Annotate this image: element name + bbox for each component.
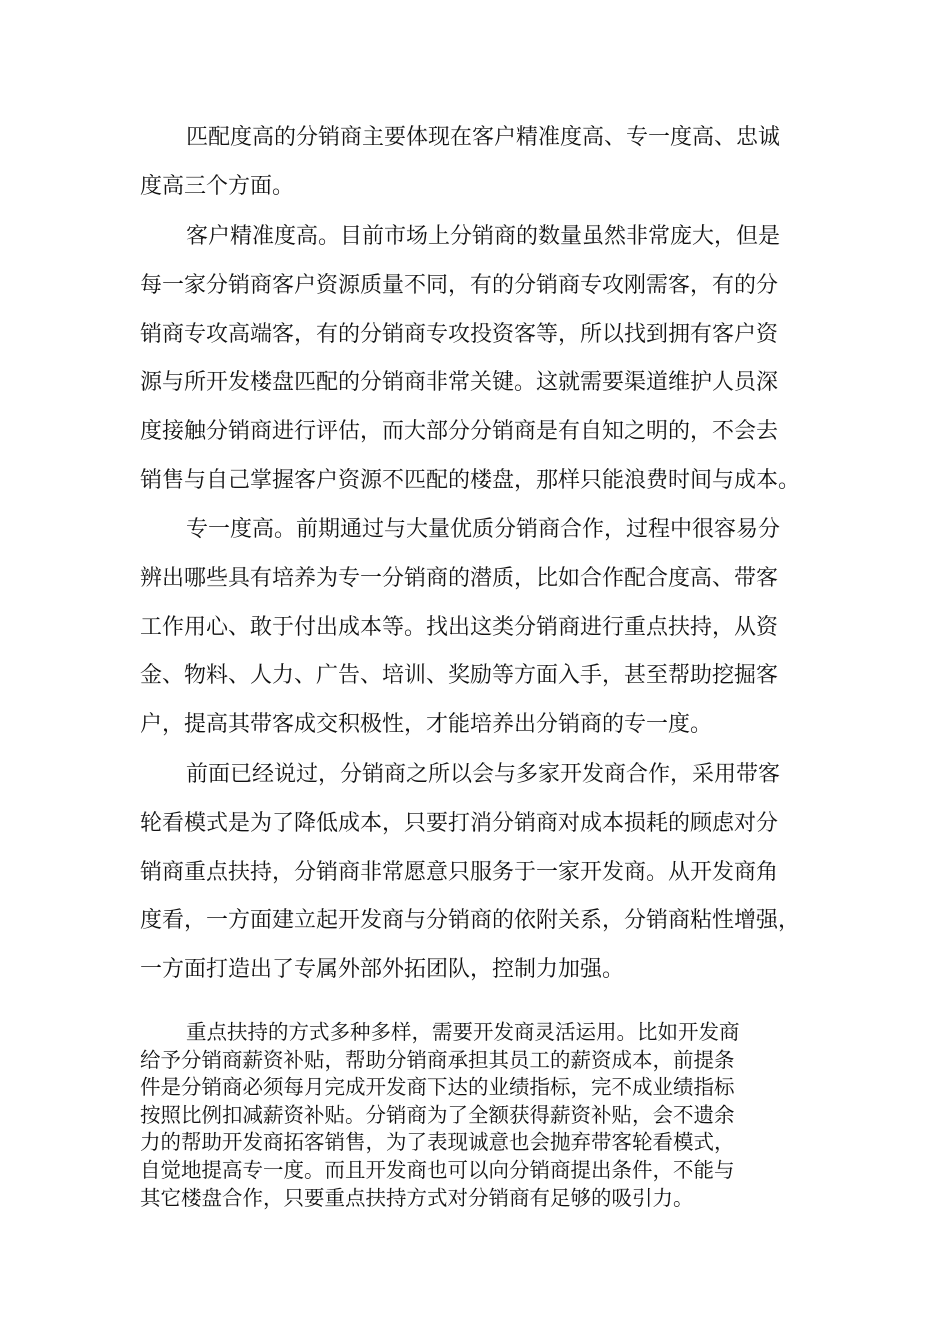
text-line: 匹配度高的分销商主要体现在客户精准度高、专一度高、忠诚 bbox=[186, 125, 781, 150]
text-line: 自觉地提高专一度。而且开发商也可以向分销商提出条件，不能与 bbox=[140, 1157, 735, 1182]
text-line: 其它楼盘合作，只要重点扶持方式对分销商有足够的吸引力。 bbox=[140, 1185, 694, 1210]
paragraph-matching-overview bbox=[140, 114, 830, 212]
text-line: 销售与自己掌握客户资源不匹配的楼盘，那样只能浪费时间与成本。 bbox=[140, 467, 801, 493]
text-line: 给予分销商薪资补贴，帮助分销商承担其员工的薪资成本，前提条 bbox=[140, 1047, 735, 1072]
text-line: 轮看模式是为了降低成本，只要打消分销商对成本损耗的顾虑对分 bbox=[140, 810, 779, 836]
text-line: 客户精准度高。目前市场上分销商的数量虽然非常庞大，但是 bbox=[186, 224, 781, 249]
paragraph-developer-relationship bbox=[140, 751, 830, 995]
text-line: 度看，一方面建立起开发商与分销商的依附关系，分销商粘性增强， bbox=[140, 908, 801, 934]
text-line: 前面已经说过，分销商之所以会与多家开发商合作，采用带客 bbox=[186, 762, 781, 787]
text-line: 工作用心、敢于付出成本等。找出这类分销商进行重点扶持，从资 bbox=[140, 614, 779, 640]
text-line: 件是分销商必须每月完成开发商下达的业绩指标，完不成业绩指标 bbox=[140, 1075, 735, 1100]
text-line: 户，提高其带客成交积极性，才能培养出分销商的专一度。 bbox=[140, 712, 713, 738]
text-line: 按照比例扣减薪资补贴。分销商为了全额获得薪资补贴，会不遗余 bbox=[140, 1102, 735, 1127]
text-line: 每一家分销商客户资源质量不同，有的分销商专攻刚需客，有的分 bbox=[140, 272, 779, 298]
text-line: 度高三个方面。 bbox=[140, 173, 295, 199]
text-line: 重点扶持的方式多种多样，需要开发商灵活运用。比如开发商 bbox=[186, 1020, 740, 1044]
text-line: 度接触分销商进行评估，而大部分分销商是有自知之明的，不会去 bbox=[140, 419, 779, 445]
text-line: 辨出哪些具有培养为专一分销商的潜质，比如合作配合度高、带客 bbox=[140, 565, 779, 591]
text-line: 金、物料、人力、广告、培训、奖励等方面入手，甚至帮助挖掘客 bbox=[140, 663, 779, 689]
text-line: 力的帮助开发商拓客销售，为了表现诚意也会抛弃带客轮看模式， bbox=[140, 1130, 735, 1155]
paragraph-customer-precision bbox=[140, 213, 830, 506]
paragraph-exclusivity bbox=[140, 506, 830, 750]
text-line: 销商重点扶持，分销商非常愿意只服务于一家开发商。从开发商角 bbox=[140, 859, 779, 885]
paragraph-support-methods bbox=[140, 1019, 830, 1212]
text-line: 源与所开发楼盘匹配的分销商非常关键。这就需要渠道维护人员深 bbox=[140, 370, 779, 396]
text-line: 销商专攻高端客，有的分销商专攻投资客等，所以找到拥有客户资 bbox=[140, 321, 779, 347]
text-line: 一方面打造出了专属外部外拓团队，控制力加强。 bbox=[140, 957, 625, 983]
text-line: 专一度高。前期通过与大量优质分销商合作，过程中很容易分 bbox=[186, 517, 781, 542]
